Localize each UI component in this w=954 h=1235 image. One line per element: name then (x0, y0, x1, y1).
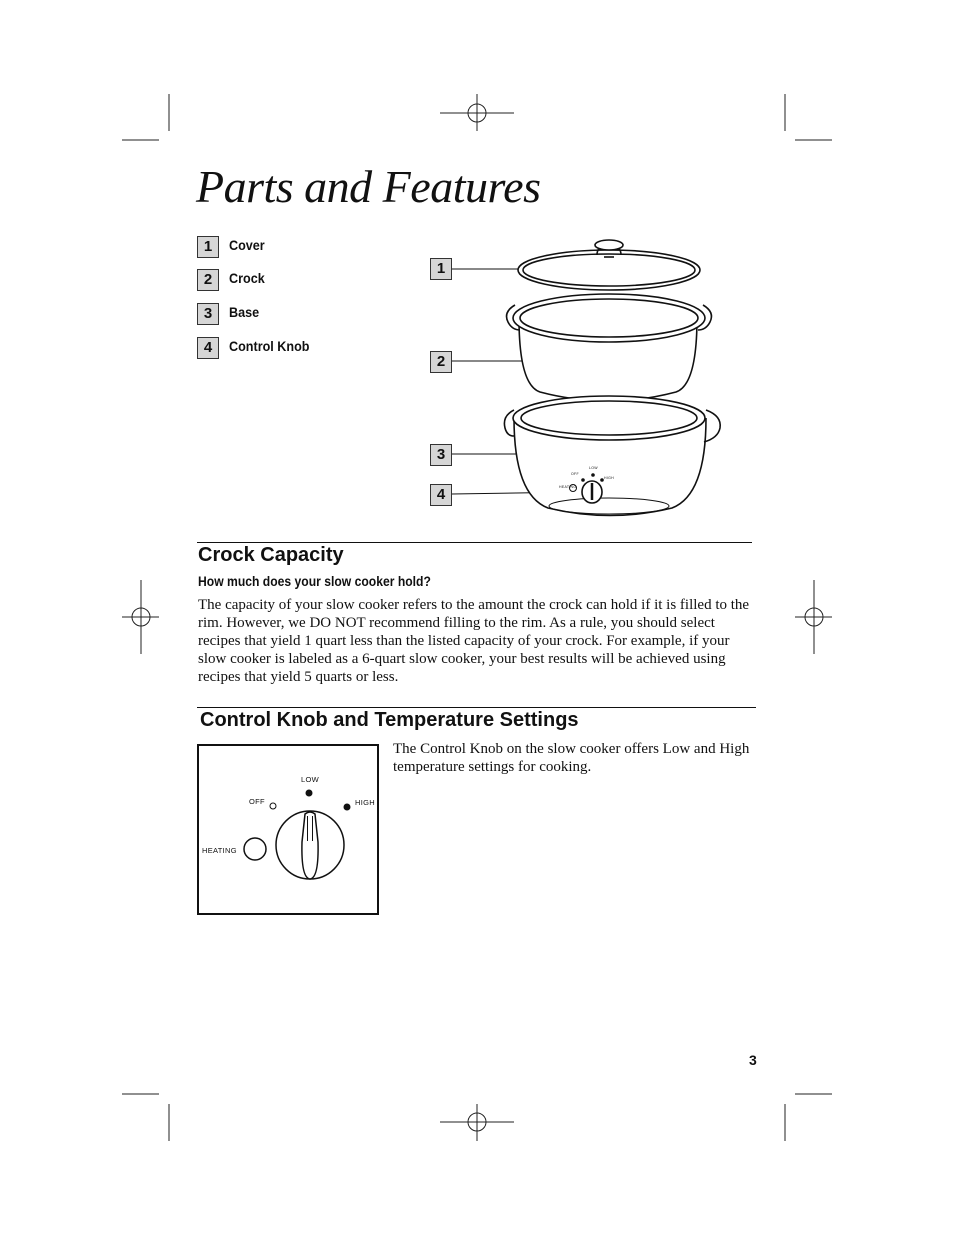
crock-capacity-question: How much does your slow cooker hold? (198, 574, 431, 589)
illustration-heating-label: HEATING (559, 485, 577, 489)
page-title: Parts and Features (196, 161, 541, 212)
part-number: 4 (197, 337, 219, 359)
illustration-high-label: HIGH (604, 476, 614, 480)
callout-cover: 1 (430, 258, 452, 280)
knob-heating-label: HEATING (202, 846, 237, 855)
knob-high-label: HIGH (355, 798, 375, 807)
knob-low-label: LOW (301, 775, 319, 784)
part-label: Base (229, 304, 260, 320)
part-label: Crock (229, 270, 265, 286)
crock-drawing (507, 294, 712, 401)
illustration-low-label: LOW (589, 466, 598, 470)
illustration-off-label: OFF (571, 472, 579, 476)
low-indicator-dot (306, 790, 313, 797)
registration-target-right (795, 580, 832, 654)
control-knob-heading: Control Knob and Temperature Settings (200, 709, 579, 731)
crock-capacity-heading: Crock Capacity (198, 544, 344, 566)
registration-target-bottom (440, 1104, 514, 1141)
crock-capacity-body: The capacity of your slow cooker refers to the amount the crock can hold if it is filled to the rim. However, we DO NOT recommend filling to the rim. As a rule, you should select recipes that yield 1 quart less than the listed capacity of your crock. For example, if your slow cooker is labeled as a 6-quart slow cooker, your best results will be achieved using recipes that yield 5 quarts or less. (198, 597, 750, 685)
high-indicator-dot (344, 804, 351, 811)
section-rule (197, 542, 752, 543)
registration-target-left (122, 580, 159, 654)
knob-off-label: OFF (249, 797, 265, 806)
part-number: 2 (197, 269, 219, 291)
part-number: 3 (197, 303, 219, 325)
registration-target-top (440, 94, 514, 131)
callout-crock: 2 (430, 351, 452, 373)
callout-base: 3 (430, 444, 452, 466)
slow-cooker-illustration (440, 230, 740, 530)
base-drawing (504, 396, 720, 516)
section-rule (197, 707, 756, 708)
callout-control-knob: 4 (430, 484, 452, 506)
knob-drawing (199, 746, 377, 913)
part-label: Control Knob (229, 338, 310, 354)
cover-drawing (518, 240, 700, 290)
page-number: 3 (749, 1052, 757, 1068)
part-label: Cover (229, 237, 265, 253)
part-number: 1 (197, 236, 219, 258)
control-knob-diagram (197, 744, 379, 915)
control-knob-body: The Control Knob on the slow cooker offers Low and High temperature settings for cooking. (393, 741, 750, 775)
